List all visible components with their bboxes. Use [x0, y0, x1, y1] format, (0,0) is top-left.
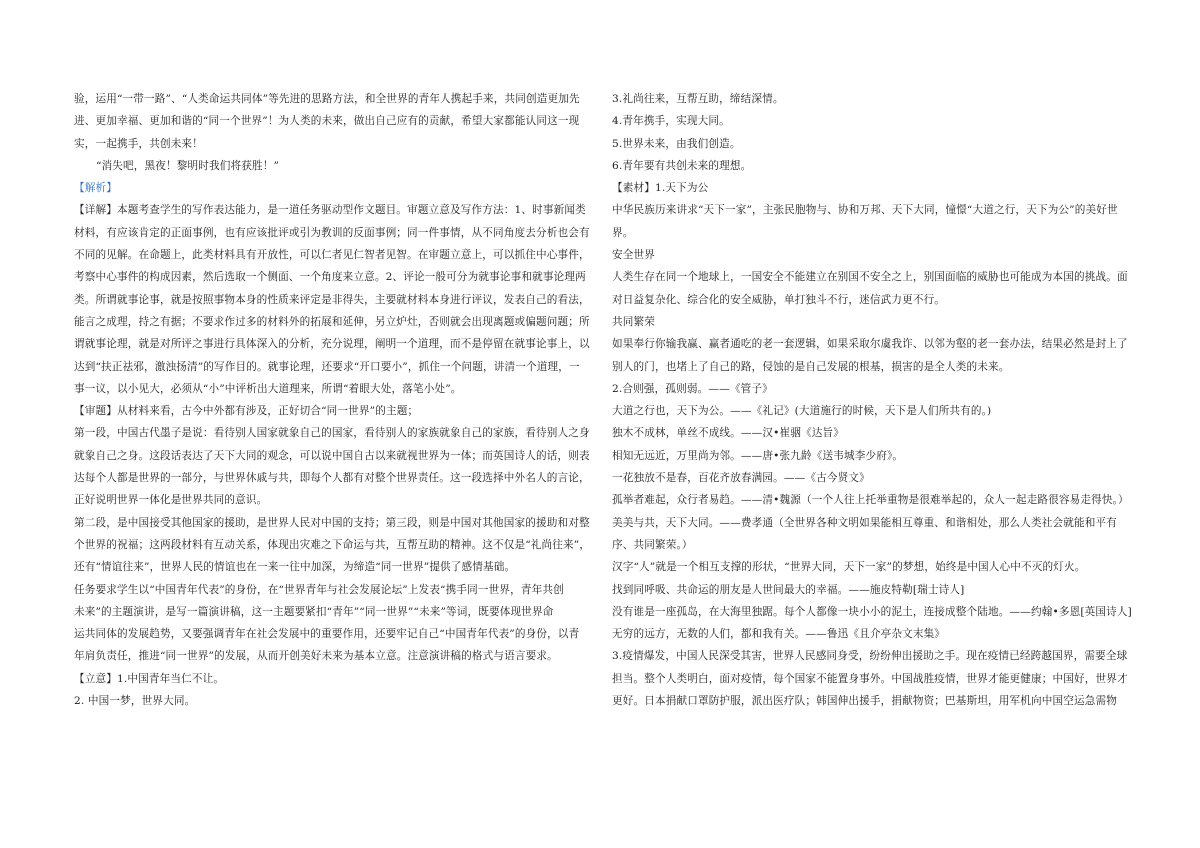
detail-line: 材料，有应该肯定的正面事例，也有应该批评或引为教训的反面事例；同一件事情，从不同角度去分析也会有	[74, 226, 590, 239]
detail-line: 类。所谓就事论事，就是按照事物本身的性质来评定是非得失，主要就材料本身进行评议，发表自己的看法，	[74, 293, 590, 306]
material-line: 3.疫情爆发，中国人民深受其害，世界人民感同身受，纷纷伸出援助之手。现在疫情已经跨越国界，需要全球	[612, 650, 1128, 663]
material-line: 人类生存在同一个地球上，一国安全不能建立在别国不安全之上，别国面临的威胁也可能成为本国的挑战。面	[612, 271, 1128, 284]
topic-line: 正好说明世界一体化是世界共同的意识。	[74, 494, 268, 507]
analysis-heading: 【解析】	[74, 182, 117, 195]
material-line: 没有谁是一座孤岛，在大海里独踞。每个人都像一块小小的泥土，连接成整个陆地。——约翰•多恩[英国诗人]	[612, 605, 1132, 618]
intro-line: 进、更加幸福、更加和谐的“同一个世界”！为人类的未来，做出自己应有的贡献，希望大家都能认同这一现	[74, 115, 580, 128]
material-line: 安全世界	[612, 249, 655, 262]
topic-line: 年肩负责任，推进“同一世界”的发展，从而开创美好未来为基本立意。注意演讲稿的格式与语言要求。	[74, 650, 558, 663]
detail-line: 事一议，以小见大，必须从“小”中评析出大道理来，所谓“着眼大处，落笔小处”。	[74, 382, 462, 395]
detail-line: 能言之成理，持之有据；不要求作过多的材料外的拓展和延伸，另立炉灶，否则就会出现离题或偏题问题；所	[74, 315, 590, 328]
point-line: 3.礼尚往来，互帮互助，缔结深情。	[612, 93, 784, 105]
detail-line: 达到“扶正祛邪，激浊扬清”的写作目的。就事论理，还要求“开口要小”，抓住一个问题，讲清一个道理，一	[74, 360, 580, 373]
thesis-line: 【立意】1.中国青年当仁不让。	[74, 672, 225, 685]
point-line: 5.世界未来，由我们创造。	[612, 137, 741, 150]
material-line: 担当。整个人类明白，面对疫情，每个国家不能置身事外。中国战胜疫情，世界才能更健康；中国好，世界才	[612, 672, 1128, 685]
material-line: 序、共同繁荣。）	[612, 538, 693, 551]
material-line: 找到同呼吸、共命运的朋友是人世间最大的幸福。——施皮特勒[瑞士诗人]	[612, 583, 965, 596]
material-line: 无穷的远方，无数的人们，都和我有关。——鲁迅《且介亭杂文末集》	[612, 628, 946, 641]
right-column	[612, 88, 1134, 712]
topic-line: 【审题】从材料来看，古今中外都有涉及，正好切合“同一世界”的主题；	[74, 405, 419, 418]
detail-line: 【详解】本题考查学生的写作表达能力，是一道任务驱动型作文题目。审题立意及写作方法：1、时事新闻类	[74, 204, 586, 217]
intro-line: 实，一起携手，共创未来！	[74, 137, 203, 150]
point-line: 4.青年携手，实现大同。	[612, 115, 730, 128]
topic-line: 运共同体的发展趋势，又要强调青年在社会发展中的重要作用，还要牢记自己“中国青年代表”的身份，以青	[74, 628, 580, 641]
material-line: 【素材】1.天下为公	[612, 182, 709, 195]
material-line: 界。	[612, 226, 634, 239]
material-line: 对日益复杂化、综合化的安全威胁，单打独斗不行，迷信武力更不行。	[612, 293, 946, 306]
topic-line: 第二段，是中国接受其他国家的援助，是世界人民对中国的支持；第三段，则是中国对其他国家的援助和对整	[74, 516, 590, 529]
material-line: 如果奉行你输我赢、赢者通吃的老一套逻辑，如果采取尔虞我诈、以邻为壑的老一套办法，结果必然是封上了	[612, 338, 1128, 351]
topic-line: 个世界的祝福；这两段材料有互动关系，体现出灾难之下命运与共，互帮互助的精神。这不仅是“礼尚往来”，	[74, 538, 591, 551]
topic-line: 就象自己之身。这段话表达了天下大同的观念，可以说中国自古以来就视世界为一体；而英国诗人的话，则表	[74, 449, 590, 462]
detail-line: 不同的见解。在命题上，此类材料具有开放性，可以仁者见仁智者见智。在审题立意上，可以抓住中心事件，	[74, 249, 590, 262]
material-line: 独木不成林，单丝不成线。——汉•崔骃《达旨》	[612, 427, 845, 440]
material-line: 更好。日本捐献口罩防护服，派出医疗队；韩国伸出援手，捐献物资；巴基斯坦，用军机向中国空运急需物	[612, 695, 1117, 708]
material-line: 别人的门，也堵上了自己的路，侵蚀的是自己发展的根基，损害的是全人类的未来。	[612, 360, 1010, 373]
material-line: 中华民族历来讲求“天下一家”，主张民胞物与、协和万邦、天下大同，憧憬“大道之行，天下为公”的美好世	[612, 204, 1118, 217]
left-column	[74, 88, 600, 712]
material-line: 美美与共，天下大同。——费孝通（全世界各种文明如果能相互尊重、和谐相处，那么人类社会就能和平有	[612, 516, 1117, 529]
material-line: 共同繁荣	[612, 315, 655, 328]
closing-quote: “消失吧，黑夜！黎明时我们将获胜！”	[96, 159, 280, 172]
topic-line: 达每个人都是世界的一部分，与世界休戚与共，即每个人都有对整个世界责任。这一段选择中外名人的言论，	[74, 472, 590, 485]
intro-line: 验，运用“一带一路”、“人类命运共同体”等先进的思路方法，和全世界的青年人携起手来，共同创造更加先	[74, 93, 580, 105]
topic-line: 还有“情谊往来”，世界人民的情谊也在一来一往中加深，为缔造“同一世界”提供了感情基础。	[74, 561, 516, 574]
material-line: 一花独放不是春，百花齐放春满园。——《古今贤文》	[612, 472, 870, 485]
topic-line: 任务要求学生以“中国青年代表”的身份，在“世界青年与社会发展论坛”上发表“携手同一世界，青年共创	[74, 583, 564, 596]
material-line: 汉字“人”就是一个相互支撑的形状，“世界大同，天下一家”的梦想，始终是中国人心中不灭的灯火。	[612, 561, 1086, 574]
topic-line: 第一段，中国古代墨子是说：看待别人国家就象自己的国家，看待别人的家族就象自己的家族，看待别人之身	[74, 427, 590, 440]
topic-line: 未来”的主题演讲，是写一篇演讲稿，这一主题要紧扣“青年”“同一世界”“未来”等词，既要体现世界命	[74, 605, 554, 618]
detail-line: 谓就事论理，就是对所评之事进行具体深入的分析，充分说理，阐明一个道理，而不是停留在就事论事上，以	[74, 338, 590, 351]
material-line: 2.合则强，孤则弱。——《管子》	[612, 382, 773, 395]
point-line: 6.青年要有共创未来的理想。	[612, 159, 752, 172]
material-line: 大道之行也，天下为公。——《礼记》(大道施行的时候，天下是人们所共有的。)	[612, 405, 992, 418]
material-line: 相知无远近，万里尚为邻。——唐•张九龄《送韦城李少府》。	[612, 449, 904, 462]
material-line: 孤举者难起，众行者易趋。——清•魏源（一个人往上托举重物是很难举起的，众人一起走路很容易走得快。）	[612, 494, 1129, 507]
thesis-line: 2. 中国一梦，世界大同。	[74, 695, 196, 708]
detail-line: 考察中心事件的构成因素，然后选取一个侧面、一个角度来立意。2、评论一般可分为就事论事和就事论理两	[74, 271, 586, 284]
